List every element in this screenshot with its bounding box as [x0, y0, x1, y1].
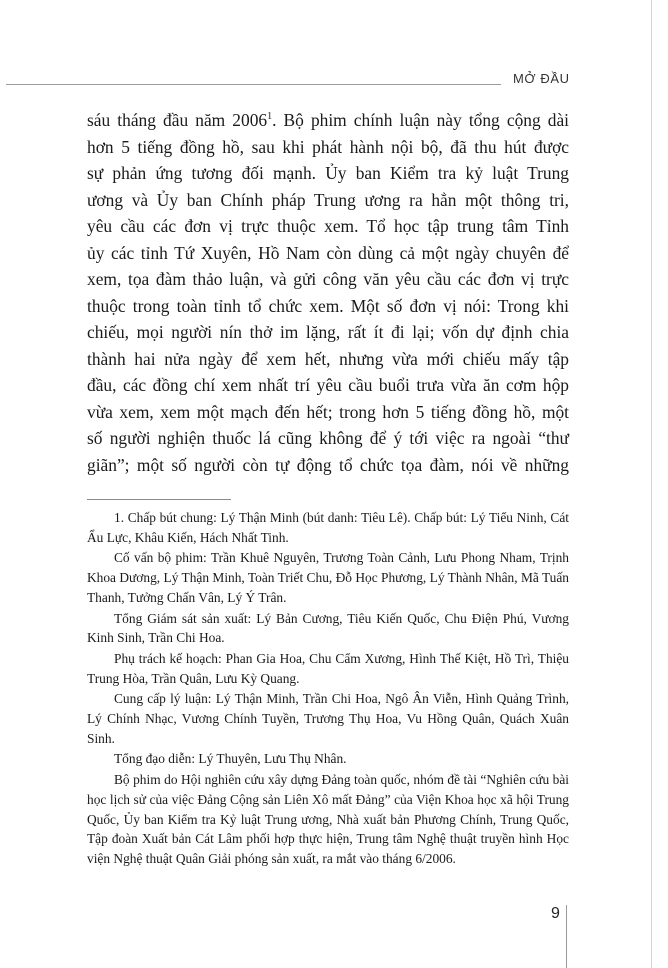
- footnote-paragraph: Bộ phim do Hội nghiên cứu xây dựng Đảng toàn quốc, nhóm đề tài “Nghiên cứu bài học lịch sử của việc Đảng Cộng sản Liên Xô mất Đảng” của Viện Khoa học xã hội Trung Quốc, Ủy ban Kiểm tra Kỷ luật Trung ương, Nhà xuất bản Phương Chính, Trung Quốc, Tập đoàn Xuất bản Cát Lâm phối hợp thực hiện, Trung tâm Nghệ thuật truyền hình Học viện Nghệ thuật Quân Giải phóng sản xuất, ra mắt vào tháng 6/2006.: [87, 772, 569, 866]
- footnote-paragraph: Tổng Giám sát sản xuất: Lý Bản Cương, Tiêu Kiến Quốc, Chu Điện Phú, Vương Kinh Sinh, Trần Chi Hoa.: [87, 610, 569, 646]
- body-line-text: sáu tháng đầu năm 2006: [87, 110, 268, 130]
- footnote-reference: 1: [267, 111, 273, 123]
- body-line: hơn 5 tiếng đồng hồ, sau khi phát hành nội bộ, đã thu hút được: [87, 136, 569, 157]
- body-line: thành hai nửa ngày để xem hết, nhưng vừa mới chiếu mấy tập: [87, 348, 569, 369]
- body-line: sự phản ứng tương đối mạnh. Ủy ban Kiểm tra kỷ luật Trung: [87, 163, 569, 183]
- body-text: [87, 107, 569, 478]
- body-line: vừa xem, xem một mạch đến hết; trong hơn 5 tiếng đồng hồ, một: [87, 401, 569, 422]
- body-line: ủy các tỉnh Tứ Xuyên, Hồ Nam còn dùng cả một ngày chuyên để: [87, 242, 569, 263]
- page-number: 9: [551, 905, 560, 922]
- body-line: ương và Ủy ban Chính pháp Trung ương ra hẳn một thông tri,: [87, 189, 569, 210]
- footnote-paragraph: 1. Chấp bút chung: Lý Thận Minh (bút danh: Tiêu Lê). Chấp bút: Lý Tiểu Ninh, Cát Ẩu Lực, Khâu Kiến, Hách Nhất Tinh.: [87, 510, 569, 545]
- footnote-paragraph: Cung cấp lý luận: Lý Thận Minh, Trần Chi Hoa, Ngô Ân Viễn, Hình Quảng Trình, Lý Chính Nhạc, Vương Chính Tuyền, Trương Thụ Hoa, Vu Hồng Quân, Quách Xuân Sinh.: [87, 691, 569, 746]
- footnote-separator: [87, 499, 231, 500]
- body-line: chiếu, mọi người nín thở im lặng, rất ít đi lại; vốn dự định chia: [87, 322, 569, 342]
- footnote-paragraph: Tổng đạo diễn: Lý Thuyên, Lưu Thụ Nhân.: [114, 751, 347, 767]
- body-line: số người nghiện thuốc lá cũng không để ý tới việc ra ngoài “thư: [87, 428, 569, 448]
- footnote-paragraph: Phụ trách kế hoạch: Phan Gia Hoa, Chu Cẩm Xương, Hình Thế Kiệt, Hồ Trì, Thiệu Trung Hòa, Trần Quân, Lưu Kỳ Quang.: [87, 650, 569, 686]
- page-edge-line: [651, 0, 652, 968]
- header-rule: [6, 84, 501, 85]
- body-line: đầu, các đồng chí xem nhất trí yêu cầu buổi trưa vừa ăn cơm hộp: [87, 375, 569, 395]
- footnotes: [87, 508, 569, 870]
- running-head: MỞ ĐẦU: [513, 71, 570, 86]
- body-line: [87, 107, 569, 134]
- body-line: xem, tọa đàm thảo luận, và gửi công văn yêu cầu các đơn vị trực: [87, 269, 569, 289]
- body-line: giãn”; một số người còn tự động tổ chức tọa đàm, nói về những: [87, 454, 569, 475]
- page-number-rule: [566, 905, 567, 968]
- body-line: yêu cầu các đơn vị trực thuộc xem. Tổ học tập trung tâm Tỉnh: [87, 216, 569, 236]
- body-line: thuộc trong toàn tỉnh tổ chức xem. Một số đơn vị nói: Trong khi: [87, 295, 569, 316]
- footnote-paragraph: Cố vấn bộ phim: Trần Khuê Nguyên, Trương Toàn Cảnh, Lưu Phong Nham, Trịnh Khoa Dương, Lý Thận Minh, Toàn Triết Chu, Đỗ Học Phương, Lý Thành Nhân, Mã Tuấn Thanh, Tưởng Chấn Vân, Lý Ý Trân.: [87, 550, 569, 605]
- body-line-text: . Bộ phim chính luận này tổng cộng dài: [272, 110, 570, 130]
